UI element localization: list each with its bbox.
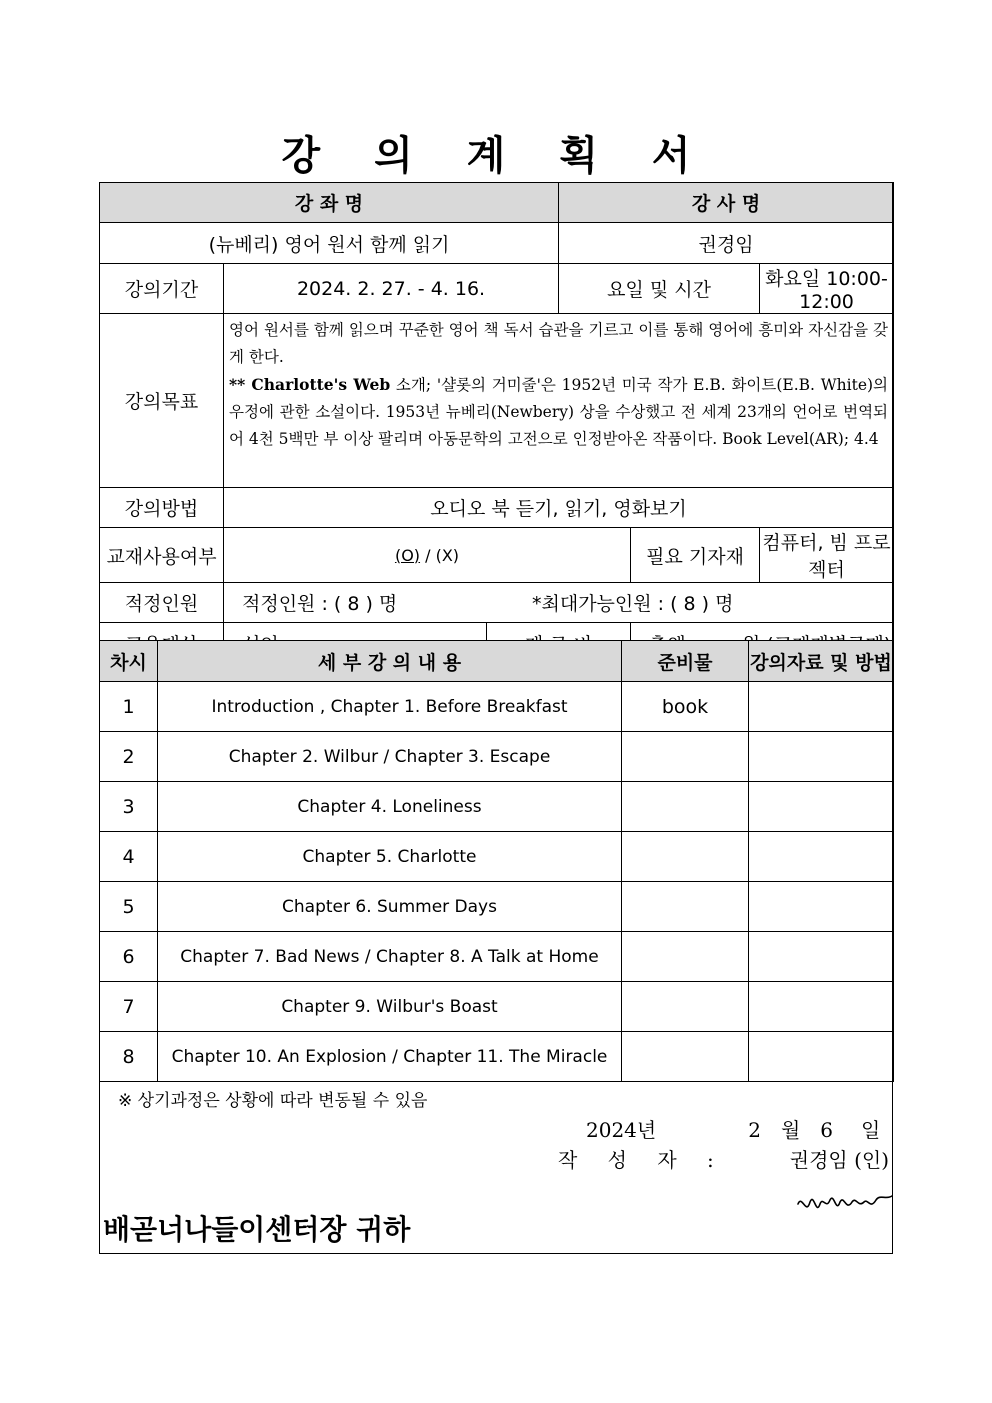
session-prep: book xyxy=(622,682,749,732)
book-description: 소개; '샬롯의 거미줄'은 1952년 미국 작가 E.B. 화이트(E.B. White)의 우정에 관한 소설이다. 1953년 뉴베리(Newbery) 상을 수상했고 전 세계 23개의 언어로 번역되어 4천 5백만 부 이상 팔리며 아동문학의 고전으로 인정받아온 작품이다. Book Level(AR); 4.4 xyxy=(229,376,889,448)
date-day: 6 xyxy=(820,1118,834,1142)
col-material: 강의자료 및 방법 xyxy=(749,641,894,682)
col-session: 차시 xyxy=(100,641,158,682)
author-label: 작 성 자 : xyxy=(558,1148,726,1172)
col-prep: 준비물 xyxy=(622,641,749,682)
session-number: 2 xyxy=(100,732,158,782)
session-number: 5 xyxy=(100,882,158,932)
goal-paragraph: 영어 원서를 함께 읽으며 꾸준한 영어 책 독서 습관을 기르고 이를 통해 영어에 흥미와 자신감을 갖게 한다. xyxy=(229,321,889,366)
book-title: ** Charlotte's Web xyxy=(229,375,391,394)
session-number: 7 xyxy=(100,982,158,1032)
recipient: 배곧너나들이센터장 귀하 xyxy=(103,1213,411,1246)
session-number: 3 xyxy=(100,782,158,832)
author-line xyxy=(558,1144,889,1173)
session-number: 6 xyxy=(100,932,158,982)
signature-image xyxy=(796,1186,894,1222)
session-number: 8 xyxy=(100,1032,158,1082)
session-content: Chapter 5. Charlotte xyxy=(158,832,622,882)
method-value: 오디오 북 듣기, 읽기, 영화보기 xyxy=(224,488,894,528)
session-content: Chapter 7. Bad News / Chapter 8. A Talk at Home xyxy=(158,932,622,982)
equipment-value: 컴퓨터, 빔 프로젝터 xyxy=(760,528,894,583)
date-line xyxy=(586,1114,880,1143)
session-content: Chapter 2. Wilbur / Chapter 3. Escape xyxy=(158,732,622,782)
session-number: 1 xyxy=(100,682,158,732)
capacity-max: *최대가능인원 : ( 8 ) 명 xyxy=(532,593,734,615)
session-content: Chapter 4. Loneliness xyxy=(158,782,622,832)
session-number: 4 xyxy=(100,832,158,882)
author-name: 권경임 (인) xyxy=(789,1148,890,1172)
col-content: 세 부 강 의 내 용 xyxy=(158,641,622,682)
textbook-label: 교재사용여부 xyxy=(100,528,224,583)
date-day-unit: 일 xyxy=(861,1118,881,1142)
session-content: Chapter 6. Summer Days xyxy=(158,882,622,932)
equipment-label: 필요 기자재 xyxy=(631,528,760,583)
date-year: 2024년 xyxy=(586,1118,657,1142)
textbook-no: (X) xyxy=(435,545,460,565)
date-month-unit: 월 xyxy=(780,1118,801,1142)
instructor-header: 강 사 명 xyxy=(559,183,894,223)
day-time-label: 요일 및 시간 xyxy=(559,264,760,314)
capacity-label: 적정인원 xyxy=(100,583,224,623)
course-name-header: 강 좌 명 xyxy=(100,183,559,223)
textbook-yes: (O) xyxy=(394,545,421,565)
date-month: 2 xyxy=(748,1118,761,1142)
session-content: Introduction , Chapter 1. Before Breakfast xyxy=(158,682,622,732)
goal-label: 강의목표 xyxy=(100,314,224,488)
session-content: Chapter 9. Wilbur's Boast xyxy=(158,982,622,1032)
capacity-proper: 적정인원 : ( 8 ) 명 xyxy=(242,593,398,615)
instructor-name: 권경임 xyxy=(559,223,894,264)
change-note: ※ 상기과정은 상황에 따라 변동될 수 있음 xyxy=(118,1091,428,1111)
session-content: Chapter 10. An Explosion / Chapter 11. The Miracle xyxy=(158,1032,622,1082)
method-label: 강의방법 xyxy=(100,488,224,528)
period-label: 강의기간 xyxy=(100,264,224,314)
course-name: (뉴베리) 영어 원서 함께 읽기 xyxy=(100,223,559,264)
textbook-separator: / xyxy=(420,545,436,565)
period-value: 2024. 2. 27. - 4. 16. xyxy=(224,264,559,314)
page-title: 강 의 계 획 서 xyxy=(281,133,711,179)
day-time-value: 화요일 10:00-12:00 xyxy=(760,264,894,314)
